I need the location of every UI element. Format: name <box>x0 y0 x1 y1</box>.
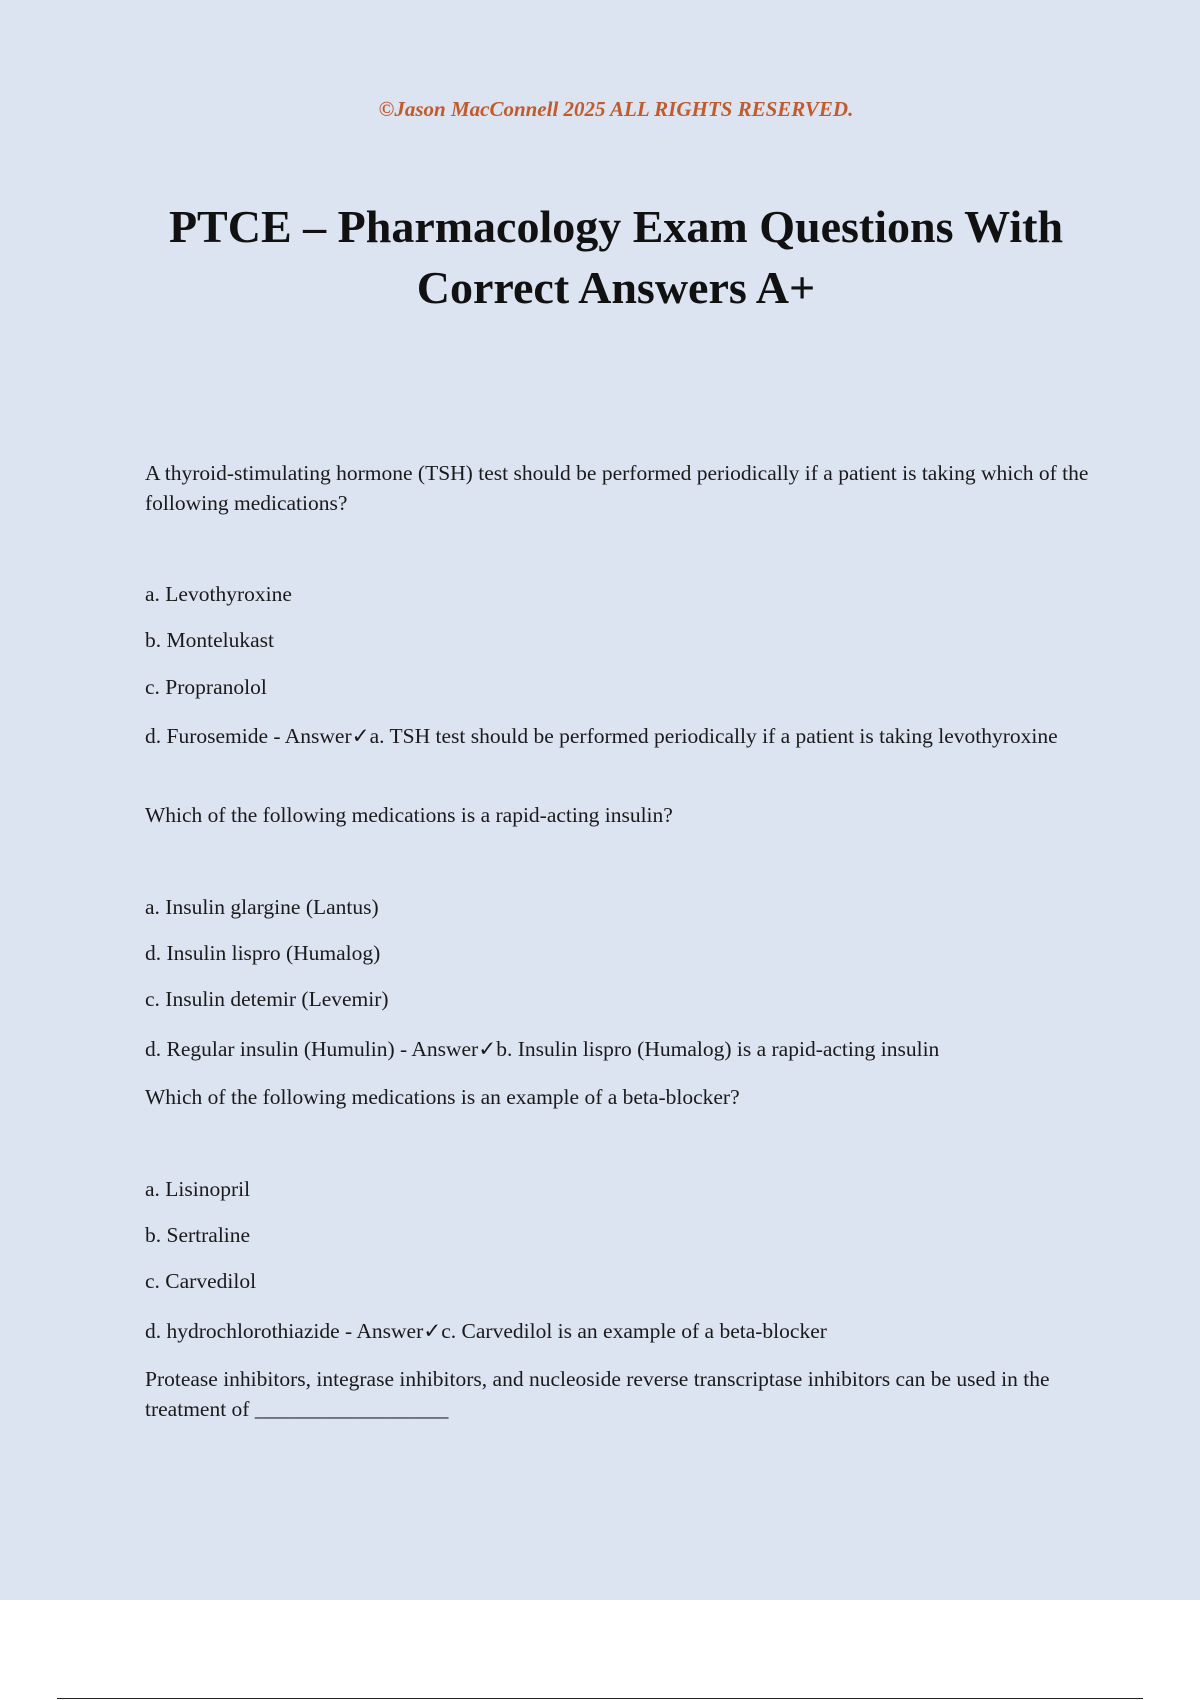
question-4-text: Protease inhibitors, integrase inhibitors, and nucleoside reverse transcriptase inhibitors can be used in the treatment of __________________ <box>145 1367 1050 1421</box>
question-3-option-d-answer: d. hydrochlorothiazide - Answer✓c. Carvedilol is an example of a beta-blocker <box>145 1319 827 1343</box>
question-2-text: Which of the following medications is a rapid-acting insulin? <box>145 803 673 827</box>
question-1-option-a: a. Levothyroxine <box>145 582 292 606</box>
question-2-option-c: c. Insulin detemir (Levemir) <box>145 987 389 1011</box>
copyright-notice: ©Jason MacConnell 2025 ALL RIGHTS RESERVED. <box>378 97 854 121</box>
question-3-option-b: b. Sertraline <box>145 1223 251 1247</box>
footer-divider <box>57 1698 1143 1699</box>
question-2-option-d-answer: d. Regular insulin (Humulin) - Answer✓b. Insulin lispro (Humalog) is a rapid-acting insulin <box>145 1037 940 1061</box>
question-2-option-b: d. Insulin lispro (Humalog) <box>145 941 381 965</box>
question-2-option-a: a. Insulin glargine (Lantus) <box>145 895 379 919</box>
question-1-option-c: c. Propranolol <box>145 675 267 699</box>
question-1-option-d-answer: d. Furosemide - Answer✓a. TSH test should be performed periodically if a patient is taking levothyroxine <box>145 724 1058 748</box>
document-title: PTCE – Pharmacology Exam Questions With Correct Answers A+ <box>168 201 1064 313</box>
question-3-text: Which of the following medications is an example of a beta-blocker? <box>145 1085 740 1109</box>
question-1-text: A thyroid-stimulating hormone (TSH) test should be performed periodically if a patient is taking which of the following medications? <box>145 461 1089 515</box>
question-1-option-b: b. Montelukast <box>145 628 274 652</box>
question-3-option-a: a. Lisinopril <box>145 1177 251 1201</box>
question-3-option-c: c. Carvedilol <box>145 1269 257 1293</box>
